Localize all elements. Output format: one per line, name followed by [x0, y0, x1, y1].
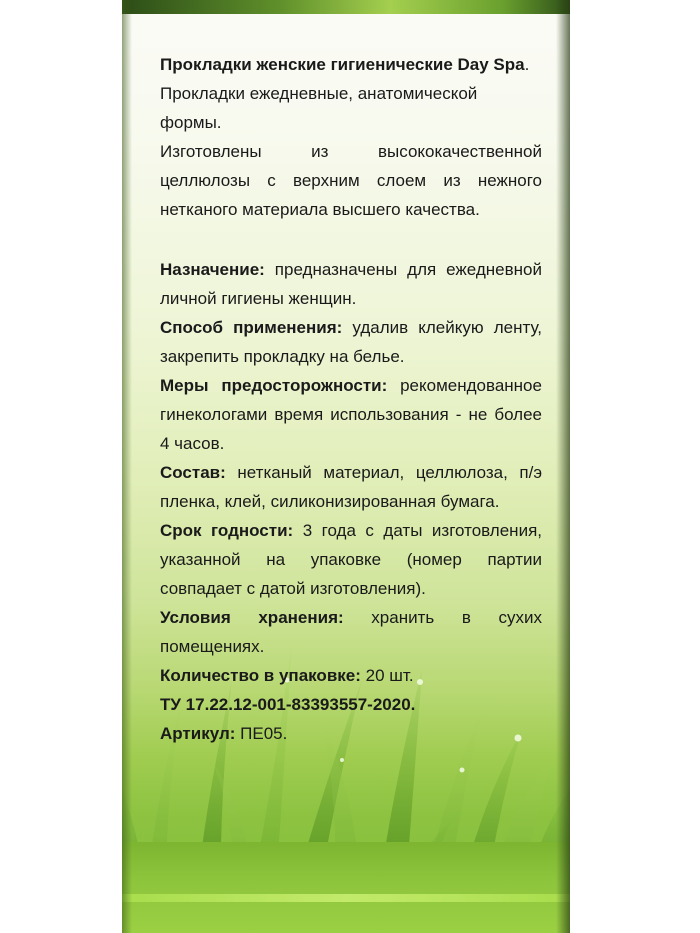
product-title: Прокладки женские гигиенические Day Spa. [160, 55, 530, 74]
composition-section: Состав: нетканый материал, целлюлоза, п/э пленка, клей, силиконизированная бумага. [160, 463, 542, 511]
right-shadow-edge [556, 0, 570, 933]
quantity-section: Количество в упаковке: 20 шт. [160, 666, 414, 685]
storage-section: Условия хранения: хранить в сухих помещениях. [160, 608, 542, 656]
precautions-section: Меры предосторожности: рекомендованное гинекологами время использования - не более 4 часов. [160, 376, 542, 453]
package-panel [122, 0, 570, 933]
product-description [160, 50, 542, 748]
left-shadow-edge [122, 0, 132, 933]
article-section: Артикул: ПЕ05. [160, 724, 288, 743]
tu-standard: ТУ 17.22.12-001-83393557-2020. [160, 695, 416, 714]
bottom-light-line [122, 894, 570, 902]
top-green-strip [122, 0, 570, 14]
product-material-line: Изготовлены из высококачественной целлюлозы с верхним слоем из нежного нетканого материала высшего качества. [160, 142, 542, 219]
bottom-green-band [122, 842, 570, 933]
purpose-section: Назначение: предназначены для ежедневной личной гигиены женщин. [160, 260, 542, 308]
product-type-line: Прокладки ежедневные, анатомической формы. [160, 84, 478, 132]
shelf-life-section: Срок годности: 3 года с даты изготовления, указанной на упаковке (номер партии совпадает с датой изготовления). [160, 521, 542, 598]
usage-section: Способ применения: удалив клейкую ленту, закрепить прокладку на белье. [160, 318, 542, 366]
